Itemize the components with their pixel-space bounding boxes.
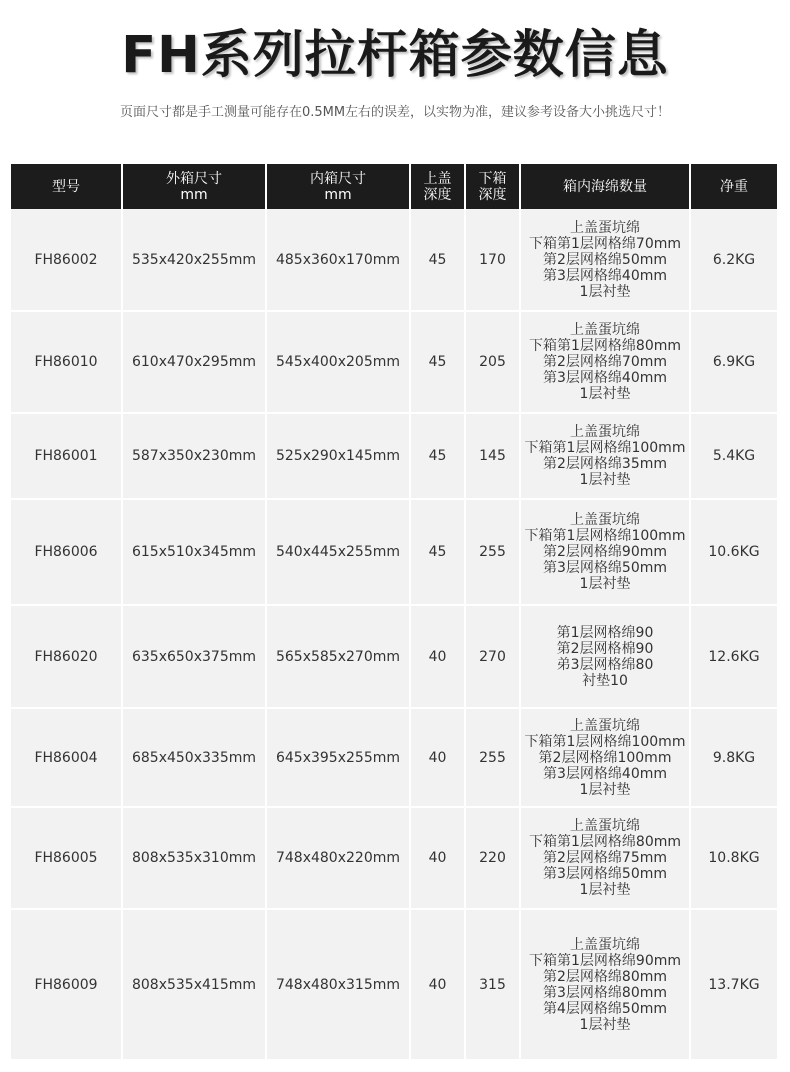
foam-cell: [520, 499, 690, 605]
foam-cell: [520, 413, 690, 499]
foam-line: 上盖蛋坑绵: [570, 219, 640, 236]
foam-line: 1层衬垫: [579, 882, 631, 898]
model-cell: FH86001: [11, 413, 122, 499]
foam-line: 下箱第1层网格绵100mm: [524, 440, 686, 456]
inner-size-cell: 748x480x220mm: [266, 807, 410, 909]
lid-depth-cell: 40: [410, 909, 465, 1060]
foam-line: 下箱第1层网格绵100mm: [524, 733, 686, 750]
outer-size-cell: 535x420x255mm: [122, 209, 266, 311]
foam-line: 第2层网格绵70mm: [543, 354, 667, 370]
foam-line: 第3层网格绵40mm: [543, 370, 667, 386]
foam-line: 1层衬垫: [579, 1016, 631, 1033]
base-depth-cell: 220: [465, 807, 520, 909]
foam-line: 第3层网格绵40mm: [543, 267, 667, 284]
foam-line: 上盖蛋坑绵: [570, 512, 640, 528]
foam-cell: [520, 605, 690, 708]
weight-cell: 12.6KG: [690, 605, 777, 708]
base-depth-cell: 255: [465, 499, 520, 605]
model-cell: FH86010: [11, 311, 122, 413]
foam-line: 上盖蛋坑绵: [570, 322, 640, 338]
lid-depth-cell: 45: [410, 209, 465, 311]
header-inner-size-label: 内箱尺寸: [310, 170, 366, 187]
header-foam-label: 箱内海绵数量: [563, 178, 647, 195]
model-cell: FH86005: [11, 807, 122, 909]
foam-line: 第4层网格绵50mm: [543, 1000, 667, 1017]
foam-line: 1层衬垫: [579, 781, 631, 798]
inner-size-cell: 645x395x255mm: [266, 708, 410, 807]
foam-line: 弟3层网格绵80: [556, 656, 654, 673]
base-depth-cell: 270: [465, 605, 520, 708]
weight-cell: 10.6KG: [690, 499, 777, 605]
base-depth-cell: 145: [465, 413, 520, 499]
foam-line: 下箱第1层网格绵100mm: [524, 528, 686, 544]
foam-line: 第3层网格绵50mm: [543, 560, 667, 576]
lid-depth-cell: 45: [410, 413, 465, 499]
lid-depth-cell: 40: [410, 605, 465, 708]
foam-line: 上盖蛋坑绵: [570, 717, 640, 734]
foam-line: 下箱第1层网格绵90mm: [529, 952, 681, 969]
base-depth-cell: 315: [465, 909, 520, 1060]
foam-line: 上盖蛋坑绵: [570, 424, 640, 440]
foam-line: 第2层网格绵50mm: [543, 251, 667, 268]
header-inner-size: [266, 164, 410, 209]
foam-cell: [520, 807, 690, 909]
inner-size-cell: 485x360x170mm: [266, 209, 410, 311]
foam-line: 1层衬垫: [579, 386, 631, 402]
foam-line: 第2层网格棉90: [556, 640, 654, 657]
foam-line: 第2层网格绵100mm: [538, 749, 672, 766]
weight-cell: 6.9KG: [690, 311, 777, 413]
header-lid-depth-line2: 深度: [423, 186, 452, 203]
model-cell: FH86006: [11, 499, 122, 605]
outer-size-cell: 615x510x345mm: [122, 499, 266, 605]
weight-cell: 5.4KG: [690, 413, 777, 499]
inner-size-cell: 565x585x270mm: [266, 605, 410, 708]
foam-line: 1层衬垫: [579, 283, 631, 300]
outer-size-cell: 808x535x310mm: [122, 807, 266, 909]
header-weight-label: 净重: [720, 178, 748, 195]
foam-cell: [520, 708, 690, 807]
outer-size-cell: 635x650x375mm: [122, 605, 266, 708]
weight-cell: 9.8KG: [690, 708, 777, 807]
header-foam: [520, 164, 690, 209]
foam-line: 上盖蛋坑绵: [570, 818, 640, 834]
lid-depth-cell: 40: [410, 708, 465, 807]
header-base-depth-line2: 深度: [478, 186, 507, 203]
foam-line: 第3层网格绵50mm: [543, 866, 667, 882]
model-cell: FH86004: [11, 708, 122, 807]
header-model: [11, 164, 122, 209]
foam-cell: [520, 311, 690, 413]
weight-cell: 10.8KG: [690, 807, 777, 909]
inner-size-cell: 545x400x205mm: [266, 311, 410, 413]
table-row: [11, 909, 777, 1060]
lid-depth-cell: 45: [410, 311, 465, 413]
foam-line: 第2层网格绵90mm: [543, 544, 667, 560]
inner-size-cell: 540x445x255mm: [266, 499, 410, 605]
foam-line: 第1层网格绵90: [556, 624, 654, 641]
foam-line: 第3层网格绵80mm: [543, 984, 667, 1001]
foam-line: 下箱第1层网格绵70mm: [529, 235, 681, 252]
foam-line: 1层衬垫: [579, 472, 631, 488]
header-model-label: 型号: [52, 178, 80, 195]
foam-line: 下箱第1层网格绵80mm: [529, 834, 681, 850]
header-outer-size-unit: mm: [180, 186, 208, 203]
table-row: [11, 807, 777, 909]
table-header-row: [11, 164, 777, 209]
inner-size-cell: 748x480x315mm: [266, 909, 410, 1060]
lid-depth-cell: 40: [410, 807, 465, 909]
outer-size-cell: 808x535x415mm: [122, 909, 266, 1060]
foam-line: 第2层网格绵75mm: [543, 850, 667, 866]
model-cell: FH86020: [11, 605, 122, 708]
table-row: [11, 209, 777, 311]
table-row: [11, 605, 777, 708]
base-depth-cell: 255: [465, 708, 520, 807]
header-base-depth-line1: 下箱: [478, 170, 507, 187]
base-depth-cell: 170: [465, 209, 520, 311]
model-cell: FH86002: [11, 209, 122, 311]
table-row: [11, 311, 777, 413]
header-outer-size: [122, 164, 266, 209]
foam-line: 衬垫10: [582, 672, 628, 689]
foam-cell: [520, 209, 690, 311]
foam-line: 第3层网格绵40mm: [543, 765, 667, 782]
header-inner-size-unit: mm: [324, 186, 352, 203]
table-body: [11, 209, 777, 1060]
foam-line: 上盖蛋坑绵: [570, 936, 640, 953]
measurement-note: 页面尺寸都是手工测量可能存在0.5MM左右的误差，以实物为准，建议参考设备大小挑选尺寸！: [119, 105, 671, 120]
model-cell: FH86009: [11, 909, 122, 1060]
header-weight: [690, 164, 777, 209]
weight-cell: 6.2KG: [690, 209, 777, 311]
table-row: [11, 499, 777, 605]
header-outer-size-label: 外箱尺寸: [166, 170, 222, 187]
header-lid-depth: [410, 164, 465, 209]
outer-size-cell: 610x470x295mm: [122, 311, 266, 413]
foam-line: 第2层网格绵35mm: [543, 456, 667, 472]
page-title: FH系列拉杆箱参数信息: [121, 26, 669, 85]
lid-depth-cell: 45: [410, 499, 465, 605]
header-lid-depth-line1: 上盖: [423, 170, 452, 187]
foam-line: 下箱第1层网格绵80mm: [529, 338, 681, 354]
table-row: [11, 708, 777, 807]
weight-cell: 13.7KG: [690, 909, 777, 1060]
outer-size-cell: 685x450x335mm: [122, 708, 266, 807]
header-base-depth: [465, 164, 520, 209]
base-depth-cell: 205: [465, 311, 520, 413]
foam-cell: [520, 909, 690, 1060]
table-row: [11, 413, 777, 499]
spec-table: [11, 164, 777, 1061]
foam-line: 1层衬垫: [579, 576, 631, 592]
outer-size-cell: 587x350x230mm: [122, 413, 266, 499]
inner-size-cell: 525x290x145mm: [266, 413, 410, 499]
foam-line: 第2层网格绵80mm: [543, 968, 667, 985]
